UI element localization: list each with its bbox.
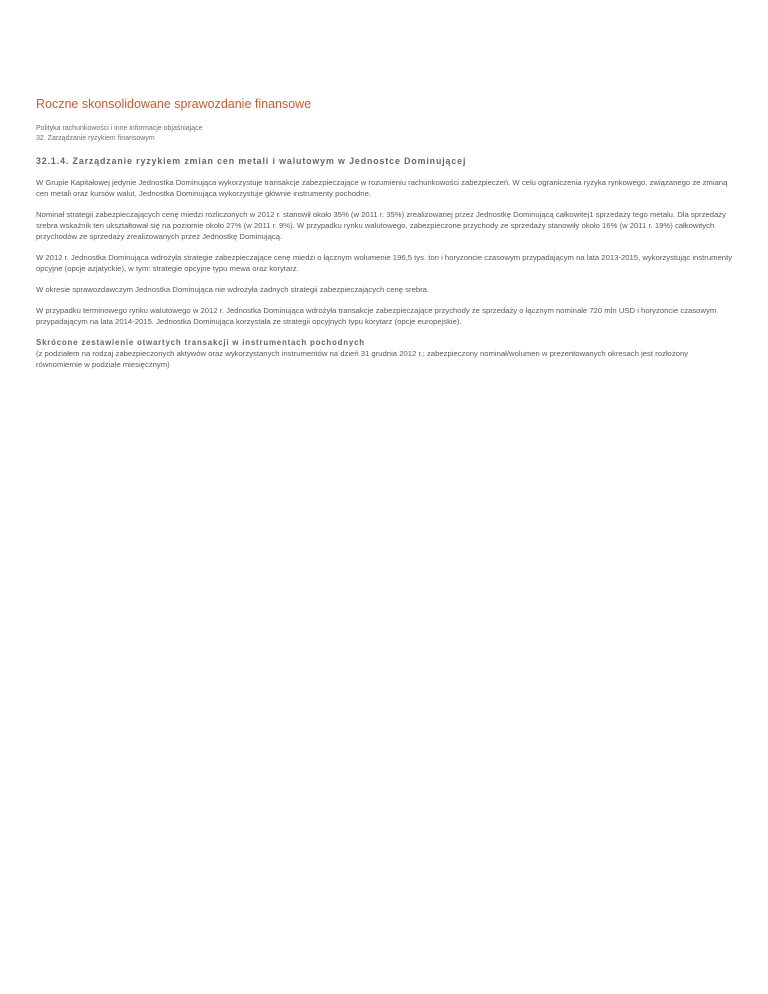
derivatives-summary-heading: Skrócone zestawienie otwartych transakcji w instrumentach pochodnych xyxy=(36,338,365,347)
breadcrumb-section: 32. Zarządzanie ryzykiem finansowym xyxy=(36,135,155,142)
paragraph-hedging-intro: W Grupie Kapitałowej jedynie Jednostka Dominująca wykorzystuje transakcje zabezpieczające w rozumieniu rachunkowości zabezpieczeń. W celu ograniczenia ryzyka rynkowego, związanego ze zmianą cen metali oraz kursów walut, Jednostka Dominująca wykorzystuje głównie instrumenty pochodne. xyxy=(36,178,728,198)
paragraph-copper-strategy: W 2012 r. Jednostka Dominująca wdrożyła strategie zabezpieczające cenę miedzi o łącznym wolumenie 196,5 tys. ton i horyzoncie czasowym przypadającym na lata 2013-2015, wykorzystując instrumenty opcyjne (opcje azjatyckie), w tym: strategie opcyjne typu mewa oraz korytarz. xyxy=(36,253,733,273)
document-page xyxy=(36,96,736,370)
section-heading: 32.1.4. Zarządzanie ryzykiem zmian cen metali i walutowym w Jednostce Dominującej xyxy=(36,156,467,166)
breadcrumb-chapter: Polityka rachunkowości i inne informacje objaśniające xyxy=(36,125,203,132)
paragraph-silver-strategy: W okresie sprawozdawczym Jednostka Dominująca nie wdrożyła żadnych strategii zabezpieczających cenę srebra. xyxy=(36,285,430,294)
paragraph-currency-strategy: W przypadku terminowego rynku walutowego w 2012 r. Jednostka Dominująca wdrożyła transakcje zabezpieczające przychody ze sprzedaży o łącznym nominale 720 mln USD i horyzoncie czasowym przypadającym na lata 2014-2015. Jednostka Dominująca korzystała ze strategii opcyjnych typu korytarz (opcje europejskie). xyxy=(36,306,717,326)
document-title: Roczne skonsolidowane sprawozdanie finansowe xyxy=(36,97,312,111)
derivatives-summary-note: (z podziałem na rodzaj zabezpieczonych aktywów oraz wykorzystanych instrumentów na dzień 31 grudnia 2012 r.; zabezpieczony nominał/wolumen w prezentowanych okresach jest rozłożony równomiernie w podziale miesięcznym) xyxy=(36,349,689,369)
paragraph-hedging-nominal: Nominał strategii zabezpieczających cenę miedzi rozliczonych w 2012 r. stanowił około 35% (w 2011 r. 35%) zrealizowanej przez Jednostkę Dominującą całkowitej1 sprzedaży tego metalu. Dla sprzedaży srebra wskaźnik ten ukształtował się na poziomie około 27% (w 2011 r. 9%). W przypadku rynku walutowego, zabezpieczone przychody ze sprzedaży stanowiły około 16% (w 2011 r. 19%) całkowitych przychodów ze sprzedaży zrealizowanych przez Jednostkę Dominującą. xyxy=(36,210,726,241)
